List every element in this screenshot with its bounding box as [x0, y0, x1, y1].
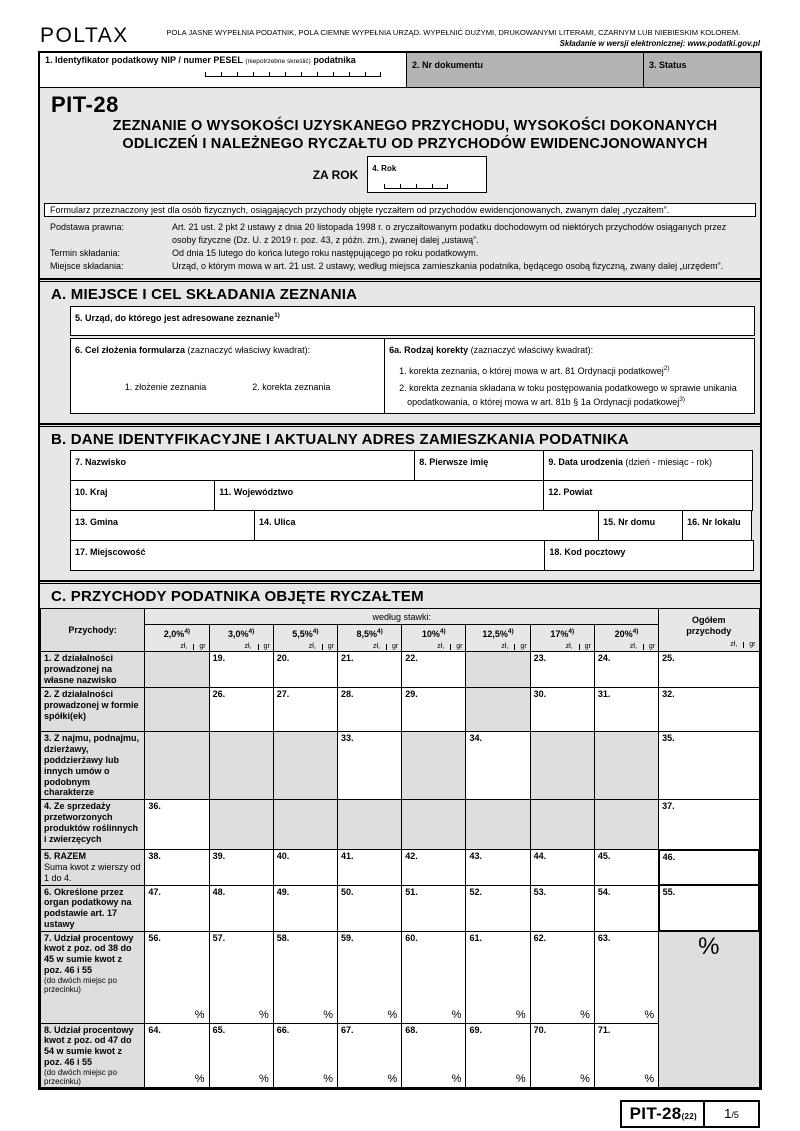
za-rok-label: ZA ROK [312, 167, 359, 182]
cell-na [273, 800, 337, 850]
cell-59[interactable]: 59. % [338, 931, 402, 1023]
cell-45[interactable]: 45. [594, 850, 658, 885]
cell-29[interactable]: 29. [402, 688, 466, 732]
table-row [41, 800, 760, 850]
field-6a-rodzaj-korekty: 6a. Rodzaj korekty (zaznaczyć właściwy kwadrat): 1. korekta zeznania, o której mowa w art. 81 Ordynacji podatkowej$^{2)}$ 2. korekta zeznania składana w toku postępowania podatkowego w sprawie unikania opodatkowania, o której mowa w art. 81b § 1a Ordynacji podatkowej$^{3)}$ [384, 338, 755, 414]
cell-26[interactable]: 26. [209, 688, 273, 732]
cell-32[interactable]: 32. [659, 688, 759, 732]
cell-na [402, 800, 466, 850]
cell-na [338, 800, 402, 850]
cell-na [594, 732, 658, 800]
poltax-logo: POLTAX [40, 24, 129, 47]
cell-na [209, 732, 273, 800]
rate-header-10: 10%$^{4)}$ zł, gr [402, 625, 466, 652]
cell-25[interactable]: 25. [659, 652, 759, 688]
field-1-nip-pesel[interactable] [40, 53, 406, 87]
field-16-nr-lokalu[interactable]: 16. Nr lokalu [682, 510, 752, 541]
cell-43[interactable]: 43. [466, 850, 530, 885]
cell-percent-total: % [659, 931, 759, 1088]
cell-44[interactable]: 44. [530, 850, 594, 885]
page-footer [40, 1100, 760, 1128]
section-b-body [70, 450, 755, 571]
cell-57[interactable]: 57. % [209, 931, 273, 1023]
row-label: 4. Ze sprzedaży przetworzonych produktów roślinnych i zwierzęcych [41, 800, 145, 850]
cell-22[interactable]: 22. [402, 652, 466, 688]
nip-pesel-input[interactable] [205, 72, 401, 77]
col-header-przychody: Przychody: [41, 609, 145, 652]
option-korekta-art81[interactable]: 1. korekta zeznania, o której mowa w art. 81 Ordynacji podatkowej$^{2)}$ [399, 365, 670, 377]
cell-51[interactable]: 51. [402, 885, 466, 931]
form-title-line2: ODLICZEŃ I NALEŻNEGO RYCZAŁTU OD PRZYCHODÓW EWIDENCJONOWANYCH [122, 136, 708, 153]
option-zlozenie-zeznania[interactable]: 1. złożenie zeznania [124, 382, 207, 393]
fill-instruction: POLA JASNE WYPEŁNIA PODATNIK, POLA CIEMNE WYPEŁNIA URZĄD. WYPEŁNIĆ DUŻYMI, DRUKOWANYMI LITERAMI, CZARNYM LUB NIEBIESKIM KOLOREM. [166, 28, 741, 37]
field-2-nr-dokumentu: 2. Nr dokumentu [406, 53, 643, 87]
cell-53[interactable]: 53. [530, 885, 594, 931]
cell-37[interactable]: 37. [659, 800, 759, 850]
footer-form-code: PIT-28(22) [629, 1104, 697, 1124]
cell-60[interactable]: 60. % [402, 931, 466, 1023]
cell-62[interactable]: 62. % [530, 931, 594, 1023]
field-5-urzad[interactable]: 5. Urząd, do którego jest adresowane zeznanie$^{1)}$ [70, 306, 755, 336]
row-label: 7. Udział procentowy kwot z poz. od 38 do 45 w sumie kwot z poz. 46 i 55 (do dwóch miejsc po przecinku) [41, 931, 145, 1023]
field-7-nazwisko[interactable]: 7. Nazwisko [70, 450, 415, 481]
table-row [41, 931, 760, 1023]
cell-23[interactable]: 23. [530, 652, 594, 688]
cell-na [209, 800, 273, 850]
row-label: 8. Udział procentowy kwot z poz. od 47 do 54 w sumie kwot z poz. 46 i 55 (do dwóch miejsc po przecinku) [41, 1023, 145, 1088]
table-row [41, 652, 760, 688]
cell-21[interactable]: 21. [338, 652, 402, 688]
field-18-kod-pocztowy[interactable]: 18. Kod pocztowy [544, 540, 754, 571]
cell-68[interactable]: 68. % [402, 1023, 466, 1088]
table-row [41, 1023, 760, 1088]
cell-na [466, 688, 530, 732]
cell-67[interactable]: 67. % [338, 1023, 402, 1088]
row-label: 6. Określone przez organ podatkowy na podstawie art. 17 ustawy [41, 885, 145, 931]
section-a-title: A. MIEJSCE I CEL SKŁADANIA ZEZNANIA [51, 286, 358, 304]
cell-na [273, 732, 337, 800]
rok-input[interactable] [384, 184, 482, 189]
field-4-rok[interactable]: 4. Rok [367, 156, 487, 193]
field-17-miejscowosc[interactable]: 17. Miejscowość [70, 540, 545, 571]
cell-na [466, 652, 530, 688]
cell-65[interactable]: 65. % [209, 1023, 273, 1088]
form-code: PIT-28 [51, 92, 119, 117]
cell-20[interactable]: 20. [273, 652, 337, 688]
field-12-powiat[interactable]: 12. Powiat [543, 480, 753, 511]
cell-40[interactable]: 40. [273, 850, 337, 885]
cell-47[interactable]: 47. [145, 885, 209, 931]
cell-na [145, 688, 209, 732]
field-15-nr-domu[interactable]: 15. Nr domu [598, 510, 683, 541]
cell-64[interactable]: 64. % [145, 1023, 209, 1088]
cell-28[interactable]: 28. [338, 688, 402, 732]
form-code-box [620, 1100, 760, 1128]
cell-36[interactable]: 36. [145, 800, 209, 850]
cell-48[interactable]: 48. [209, 885, 273, 931]
row-label: 2. Z działalności prowadzonej w formie spółki(ek) [41, 688, 145, 732]
cell-41[interactable]: 41. [338, 850, 402, 885]
cell-na [530, 732, 594, 800]
cell-na [402, 732, 466, 800]
cell-24[interactable]: 24. [594, 652, 658, 688]
option-korekta-art81b[interactable]: 2. korekta zeznania składana w toku postępowania podatkowego w sprawie unikania opodatkowania, o której mowa w art. 81b § 1a Ordynacji podatkowej$^{3)}$ [399, 382, 737, 407]
cell-30[interactable]: 30. [530, 688, 594, 732]
legal-row-podstawa: Podstawa prawna: Art. 21 ust. 2 pkt 2 ustawy z dnia 20 listopada 1998 r. o zryczałtowanym podatku dochodowym od niektórych przychodów osiąganych przez osoby fizyczne (Dz. U. z 2019 r. poz. 43, z późn. zm.), zwanej dalej „ustawą”. [50, 222, 727, 246]
rate-header-20: 20%$^{4)}$ zł, gr [594, 625, 658, 652]
cell-58[interactable]: 58. % [273, 931, 337, 1023]
cell-27[interactable]: 27. [273, 688, 337, 732]
top-header [0, 0, 800, 51]
section-a-body [70, 306, 755, 414]
cell-54[interactable]: 54. [594, 885, 658, 931]
rate-header-12-5: 12,5%$^{4)}$ zł, gr [466, 625, 530, 652]
cell-49[interactable]: 49. [273, 885, 337, 931]
cell-39[interactable]: 39. [209, 850, 273, 885]
cell-61[interactable]: 61. % [466, 931, 530, 1023]
identifier-row [40, 53, 760, 88]
field-1-label: 1. Identyfikator podatkowy NIP / numer PESEL (niepotrzebne skreślić) podatnika [45, 55, 356, 65]
rate-header-5-5: 5,5%$^{4)}$ zł, gr [273, 625, 337, 652]
col-header-wedlug-stawki: według stawki: [145, 609, 659, 625]
title-block [40, 88, 760, 199]
cell-55[interactable]: 55. [659, 885, 759, 931]
cell-33[interactable]: 33. [338, 732, 402, 800]
form-frame [38, 51, 762, 1090]
cell-50[interactable]: 50. [338, 885, 402, 931]
field-3-status: 3. Status [643, 53, 760, 87]
col-header-ogolem: Ogółem przychody zł, gr [659, 609, 759, 652]
cell-na [145, 652, 209, 688]
field-9-data-urodzenia[interactable]: 9. Data urodzenia (dzień - miesiąc - rok) [543, 450, 753, 481]
przychody-table [40, 608, 760, 1088]
row-label: 3. Z najmu, podnajmu, dzierżawy, poddzierżawy lub innych umów o podobnym charakterze [41, 732, 145, 800]
purpose-note: Formularz przeznaczony jest dla osób fizycznych, osiągających przychody objęte ryczałtem od przychodów ewidencjonowanych, zwanym dalej „ryczałtem”. [44, 203, 756, 217]
table-row [41, 732, 760, 800]
cell-na [594, 800, 658, 850]
field-14-ulica[interactable]: 14. Ulica [254, 510, 599, 541]
cell-56[interactable]: 56. % [145, 931, 209, 1023]
legal-row-termin: Termin składania: Od dnia 15 lutego do końca lutego roku następującego po roku podatkowym. [50, 248, 479, 259]
legal-block [40, 217, 760, 278]
form-title-line1: ZEZNANIE O WYSOKOŚCI UZYSKANEGO PRZYCHODU, WYSOKOŚCI DOKONANYCH [112, 118, 718, 134]
section-b-title: B. DANE IDENTYFIKACYJNE I AKTUALNY ADRES ZAMIESZKANIA PODATNIKA [51, 431, 629, 449]
cell-35[interactable]: 35. [659, 732, 759, 800]
page-indicator: 1/5 [703, 1102, 758, 1126]
cell-31[interactable]: 31. [594, 688, 658, 732]
table-row [41, 885, 760, 931]
option-korekta-zeznania[interactable]: 2. korekta zeznania [252, 382, 331, 393]
cell-na [466, 800, 530, 850]
cell-69[interactable]: 69. % [466, 1023, 530, 1088]
field-6-cel-zlozenia: 6. Cel złożenia formularza (zaznaczyć właściwy kwadrat): 1. złożenie zeznania 2. korekta zeznania [70, 338, 385, 414]
field-11-wojewodztwo[interactable]: 11. Województwo [214, 480, 544, 511]
field-10-kraj[interactable]: 10. Kraj [70, 480, 215, 511]
field-13-gmina[interactable]: 13. Gmina [70, 510, 255, 541]
row-label: 5. RAZEM Suma kwot z wierszy od 1 do 4. [41, 850, 145, 885]
cell-na [145, 732, 209, 800]
cell-70[interactable]: 70. % [530, 1023, 594, 1088]
cell-42[interactable]: 42. [402, 850, 466, 885]
cell-46[interactable]: 46. [659, 850, 759, 885]
legal-row-miejsce: Miejsce składania: Urząd, o którym mowa w art. 21 ust. 2 ustawy, według miejsca zamieszkania podatnika, będącego osobą fizyczną, zwany dalej „urzędem”. [50, 261, 724, 272]
cell-19[interactable]: 19. [209, 652, 273, 688]
table-row [41, 850, 760, 885]
efiling-note: Składanie w wersji elektronicznej: www.podatki.gov.pl [559, 39, 760, 48]
section-c-title: C. PRZYCHODY PODATNIKA OBJĘTE RYCZAŁTEM [51, 588, 424, 606]
table-row [41, 688, 760, 732]
cell-34[interactable]: 34. [466, 732, 530, 800]
rate-header-2-0: 2,0%$^{4)}$ zł, gr [145, 625, 209, 652]
rate-header-3-0: 3,0%$^{4)}$ zł, gr [209, 625, 273, 652]
cell-38[interactable]: 38. [145, 850, 209, 885]
rate-header-8-5: 8,5%$^{4)}$ zł, gr [338, 625, 402, 652]
cell-na [530, 800, 594, 850]
rate-header-row [41, 625, 760, 652]
field-8-pierwsze-imie[interactable]: 8. Pierwsze imię [414, 450, 544, 481]
cell-66[interactable]: 66. % [273, 1023, 337, 1088]
row-label: 1. Z działalności prowadzonej na własne nazwisko [41, 652, 145, 688]
cell-63[interactable]: 63. % [594, 931, 658, 1023]
cell-52[interactable]: 52. [466, 885, 530, 931]
cell-71[interactable]: 71. % [594, 1023, 658, 1088]
rate-header-17: 17%$^{4)}$ zł, gr [530, 625, 594, 652]
